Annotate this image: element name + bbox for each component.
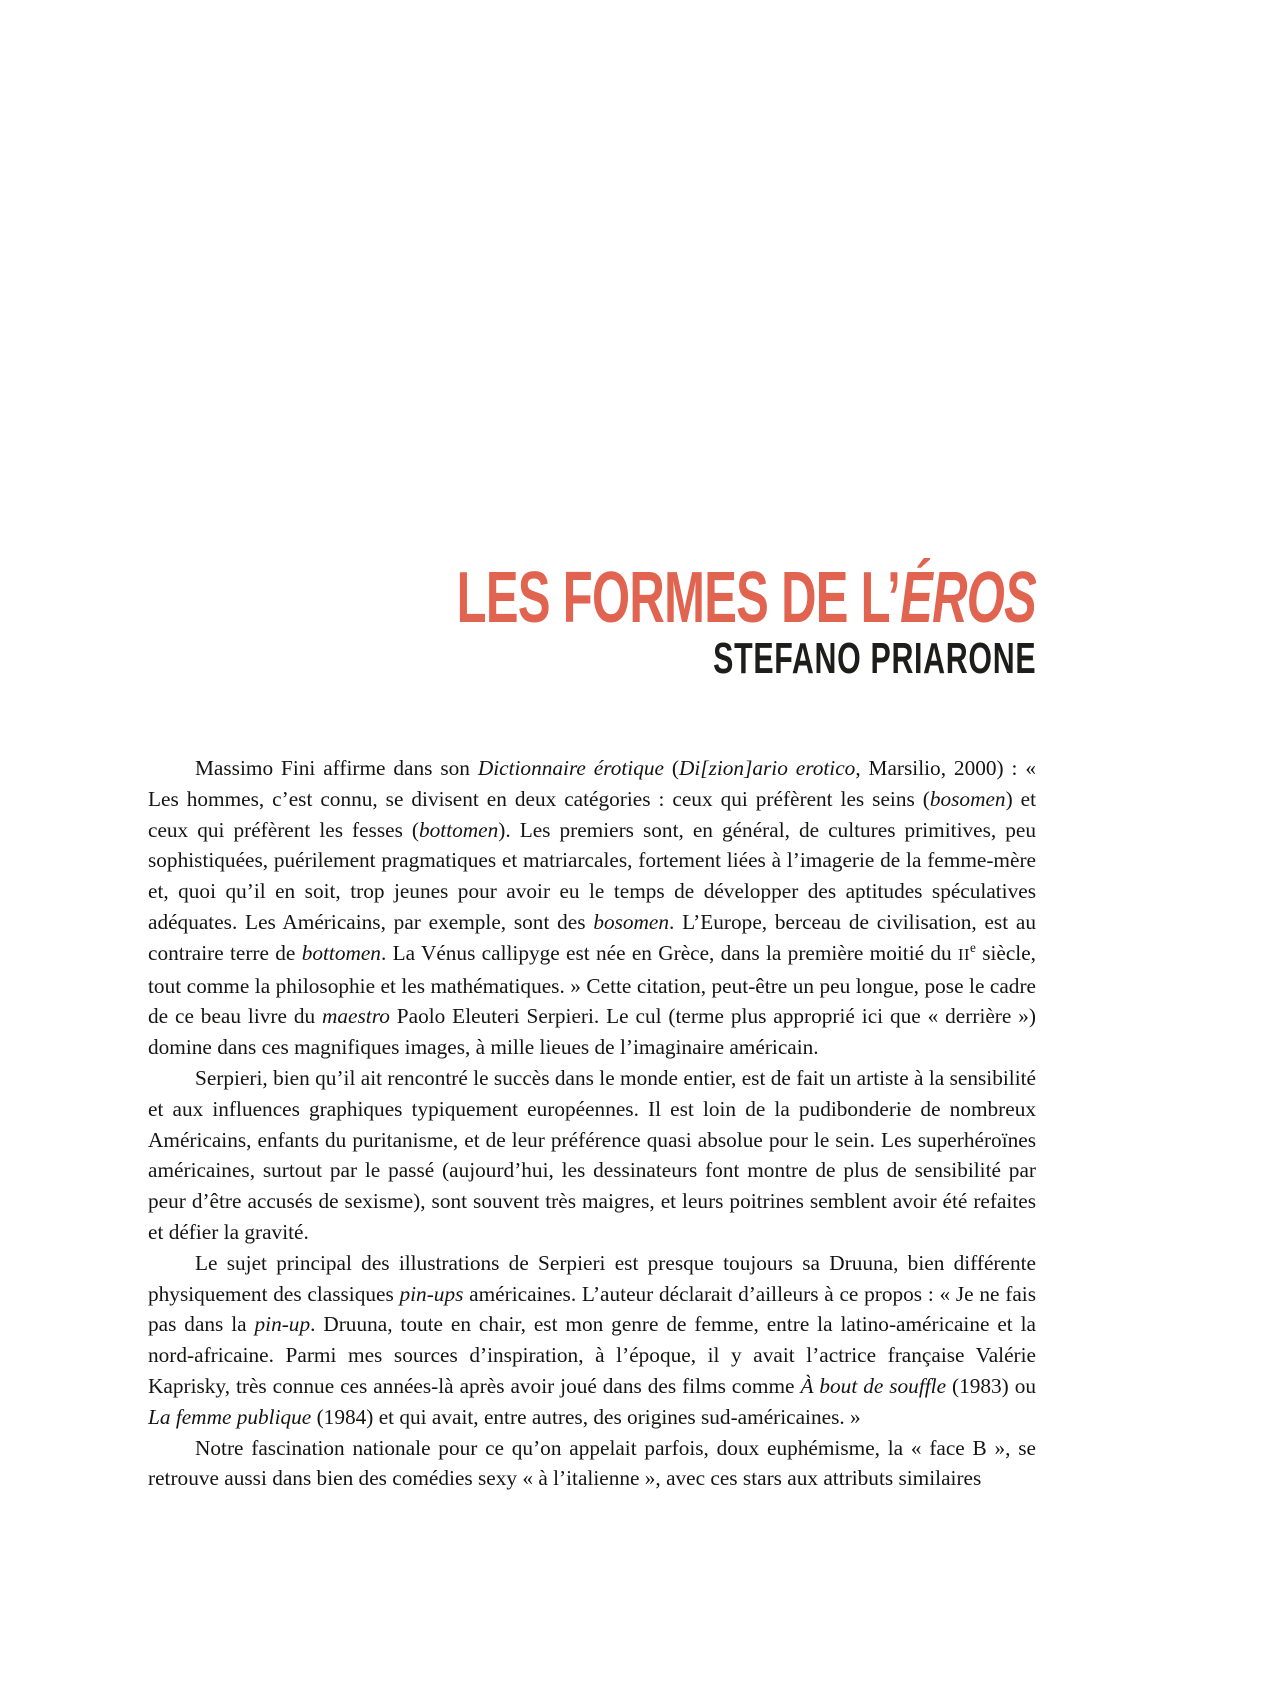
text-segment: (1984) et qui avait, entre autres, des origines sud-américaines. » (311, 1404, 861, 1429)
italic-text: Di[zion]ario erotico (678, 756, 856, 780)
italic-text: bosomen (593, 909, 670, 934)
text-segment: Serpieri, bien qu’il ait rencontré le succès dans le monde entier, est de fait un artiste à la sensibilité et aux influences graphiques typiquement européennes. Il est loin de la pudibonderie de nombreux Américains, enfants du puritanisme, et de leur préférence quasi absolue pour le sein. Les superhéroïnes américaines, surtout par le passé (aujourd’hui, les dessinateurs font montre de plus de sensibilité par peur d’être accusés de sexisme), sont souvent très maigres, et leurs poitrines semblent avoir été refaites et défier la gravité. (148, 1065, 1036, 1244)
paragraph (148, 753, 1036, 1063)
text-segment: Notre fascination nationale pour ce qu’on appelait parfois, doux euphémisme, la « face B », se retrouve aussi dans bien des comédies sexy « à l’italienne », avec ces stars aux attributs similaires (148, 1435, 1036, 1491)
text-segment: ) et ceux qui préfèrent les fesses ( (148, 786, 1036, 842)
italic-text: À bout de souffle (800, 1373, 947, 1398)
text-segment: , Marsilio, 2000) : « Les hommes, c’est connu, se divisent en deux catégories : ceux qui préfèrent les seins ( (148, 756, 1036, 811)
text-segment: Massimo Fini affirme dans son (195, 756, 478, 780)
text-segment: (1983) ou (946, 1373, 1036, 1398)
italic-text: bottomen (301, 940, 381, 965)
paragraph (148, 1248, 1036, 1433)
text-segment: . La Vénus callipyge est née en Grèce, dans la première moitié du (380, 940, 958, 965)
text-segment: Le sujet principal des illustrations de Serpieri est presque toujours sa Druuna, bien différente physiquement des classiques (148, 1250, 1036, 1306)
italic-text: pin-ups (399, 1281, 464, 1306)
page-title-regular: LES FORMES DE L’ (456, 558, 900, 638)
text-segment: . Druuna, toute en chair, est mon genre de femme, entre la latino-américaine et la nord-africaine. Parmi mes sources d’inspiration, à l’époque, il y avait l’actrice française Valérie Kaprisky, très connue ces années-là après avoir joué dans des films comme (148, 1312, 1036, 1398)
article-body (148, 753, 1036, 1494)
italic-text: bottomen (418, 817, 499, 842)
page-title-italic: ÉROS (899, 558, 1036, 638)
text-segment: e (970, 939, 976, 955)
italic-text: maestro (322, 1004, 390, 1029)
text-segment: siècle, tout comme la philosophie et les mathématiques. » Cette citation, peut-être un peu longue, pose le cadre de ce beau livre du (148, 940, 1036, 1029)
paragraph (148, 1433, 1036, 1495)
page-author: STEFANO PRIARONE (712, 634, 1036, 683)
text-segment: ( (663, 756, 679, 780)
page-title (456, 558, 1036, 638)
italic-text: Dictionnaire érotique (477, 756, 664, 780)
text-segment: ). Les premiers sont, en général, de cultures primitives, peu sophistiquées, puérilement pragmatiques et matriarcales, fortement liées à l’imagerie de la femme-mère et, quoi qu’il en soit, trop jeunes pour avoir eu le temps de développer des aptitudes spéculatives adéquates. Les Américains, par exemple, sont des (148, 817, 1036, 934)
italic-text: pin-up (254, 1312, 311, 1337)
text-segment: américaines. L’auteur déclarait d’ailleurs à ce propos : « Je ne fais pas dans la (148, 1281, 1036, 1337)
paragraph (148, 1063, 1036, 1248)
italic-text: bosomen (929, 786, 1006, 811)
text-segment: . L’Europe, berceau de civilisation, est au contraire terre de (148, 909, 1036, 965)
text-segment: Paolo Eleuteri Serpieri. Le cul (terme plus approprié ici que « derrière ») domine dans ces magnifiques images, à mille lieues de l’imaginaire américain. (148, 1004, 1036, 1060)
italic-text: La femme publique (148, 1404, 312, 1429)
text-segment: II (957, 944, 971, 964)
